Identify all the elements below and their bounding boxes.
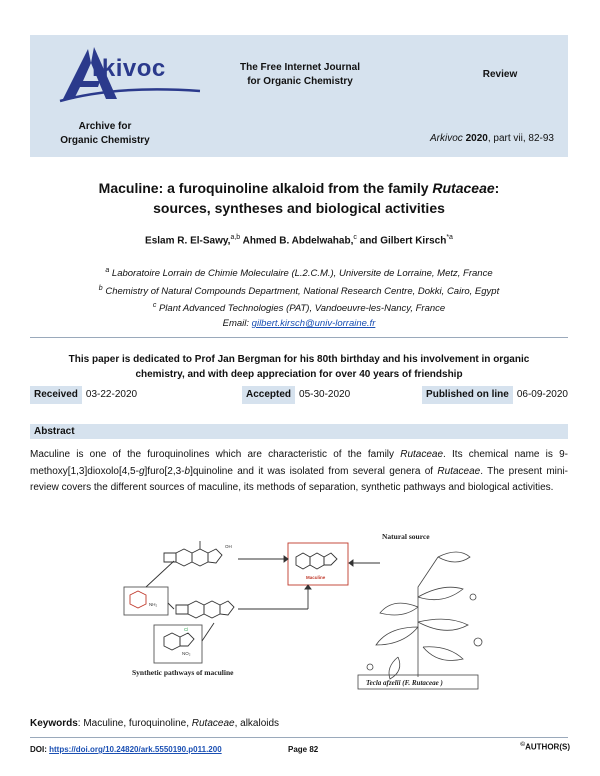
citation-year: 2020 <box>465 133 488 144</box>
doi-label: DOI: <box>30 745 50 754</box>
aff-a-sup: a <box>105 267 110 274</box>
author-3-sup: *a <box>446 234 453 241</box>
accepted-value: 05-30-2020 <box>299 389 351 400</box>
cl-label: Cl <box>184 627 189 632</box>
abstract-heading: Abstract <box>30 424 568 439</box>
copyright-symbol: © <box>520 741 526 748</box>
graphical-abstract <box>118 527 508 695</box>
page-number: Page 82 <box>288 745 319 754</box>
author-2-sup: c <box>353 234 357 241</box>
divider-top <box>30 337 568 338</box>
affiliations <box>30 264 568 331</box>
keywords-text-end: , alkaloids <box>234 718 280 729</box>
author-list <box>30 234 568 246</box>
divider-footer <box>30 737 568 738</box>
affiliation-a <box>30 264 568 282</box>
plant-label: Tecla afzelii (F. Rutaceae ) <box>366 679 443 687</box>
abstract-italic: b <box>184 465 191 477</box>
doi-link[interactable]: https://doi.org/10.24820/ark.5550190.p011.200 <box>49 745 222 754</box>
plant-illustration-icon <box>367 552 482 679</box>
abstract-text <box>30 447 568 497</box>
footer-doi <box>30 745 222 754</box>
no2-label: NO₂ <box>182 651 191 656</box>
received-date <box>30 386 137 404</box>
received-label: Received <box>30 386 82 404</box>
article-type: Review <box>482 69 518 80</box>
abstract-italic: Rutaceae <box>437 465 481 477</box>
dates-row <box>30 386 568 404</box>
citation <box>430 133 554 144</box>
oh-label: OH <box>225 544 232 549</box>
affiliation-b <box>30 282 568 300</box>
chemical-structures-icon <box>124 541 380 663</box>
affiliation-c <box>30 299 568 317</box>
accepted-label: Accepted <box>242 386 295 404</box>
email-link[interactable]: gilbert.kirsch@univ-lorraine.fr <box>251 317 376 329</box>
email-line <box>30 317 568 332</box>
abstract-part: . The present mini-review covers the different sources of maculine, its methods of separation, synthetic pathways and biological activities. <box>30 465 569 493</box>
aff-c-text: Plant Advanced Technologies (PAT), Vandoeuvre-les-Nancy, France <box>156 303 446 315</box>
archive-line1: Archive for <box>78 121 132 132</box>
citation-rest: , part vii, 82-93 <box>487 133 554 144</box>
title-line1-text: Maculine: a furoquinoline alkaloid from the family <box>98 180 433 196</box>
author-1-sup: a,b <box>230 234 241 241</box>
journal-line1: The Free Internet Journal <box>239 62 361 73</box>
title-line2: sources, syntheses and biological activities <box>153 200 445 216</box>
title-colon: : <box>494 180 500 196</box>
archive-label <box>30 120 180 148</box>
article-title <box>30 178 568 218</box>
aff-b-text: Chemistry of Natural Compounds Department, National Research Centre, Dokki, Cairo, Egypt <box>102 285 500 297</box>
maculine-label: Maculine <box>306 575 326 580</box>
received-value: 03-22-2020 <box>85 389 138 400</box>
published-date <box>422 386 568 404</box>
journal-tagline <box>220 61 380 89</box>
published-label: Published on line <box>422 386 513 404</box>
abstract-part: . Its chemical name is 9-methoxy[1,3]dioxolo[4,5- <box>30 449 568 477</box>
email-label: Email: <box>222 317 252 329</box>
aff-a-text: Laboratoire Lorrain de Chimie Moleculaire (L.2.C.M.), Universite de Lorraine, Metz, France <box>109 268 493 280</box>
dedication: This paper is dedicated to Prof Jan Bergman for his 80th birthday and his involvement in organic chemistry, and with deep appreciation for over 40 years of friendship <box>68 354 530 380</box>
abstract-italic: Rutaceae <box>400 449 444 460</box>
logo-wordmark: rkivoc <box>92 55 166 82</box>
copyright <box>520 741 570 752</box>
journal-line2: for Organic Chemistry <box>247 76 353 87</box>
abstract-part: ]furo[2,3- <box>144 465 185 477</box>
title-line1 <box>30 178 568 198</box>
abstract-part: ]quinoline and it was isolated from several genera of <box>190 465 438 477</box>
author-1: Eslam R. El-Sawy, <box>145 235 231 247</box>
published-value: 06-09-2020 <box>516 389 568 400</box>
aff-b-sup: b <box>98 284 103 292</box>
synthetic-label: Synthetic pathways of maculine <box>132 668 234 677</box>
aff-c-sup: c <box>152 302 157 310</box>
keywords <box>30 718 279 729</box>
citation-journal: Arkivoc <box>430 133 463 144</box>
abstract-italic: g <box>138 465 145 477</box>
nh2-label: NH₂ <box>149 602 158 607</box>
natural-source-label: Natural source <box>382 532 430 541</box>
keywords-italic: Rutaceae <box>191 718 235 729</box>
keywords-label: Keywords <box>30 718 78 729</box>
archive-line2: Organic Chemistry <box>60 135 150 146</box>
author-3: and Gilbert Kirsch <box>356 235 447 247</box>
abstract-part: Maculine is one of the furoquinolines which are characteristic of the family <box>30 449 401 460</box>
accepted-date <box>242 386 350 404</box>
title-family: Rutaceae <box>432 180 495 196</box>
keywords-text: : Maculine, furoquinoline, <box>77 718 192 729</box>
copyright-authors: AUTHOR(S) <box>525 742 570 752</box>
journal-header <box>30 35 568 157</box>
author-2: Ahmed B. Abdelwahab, <box>240 235 354 247</box>
